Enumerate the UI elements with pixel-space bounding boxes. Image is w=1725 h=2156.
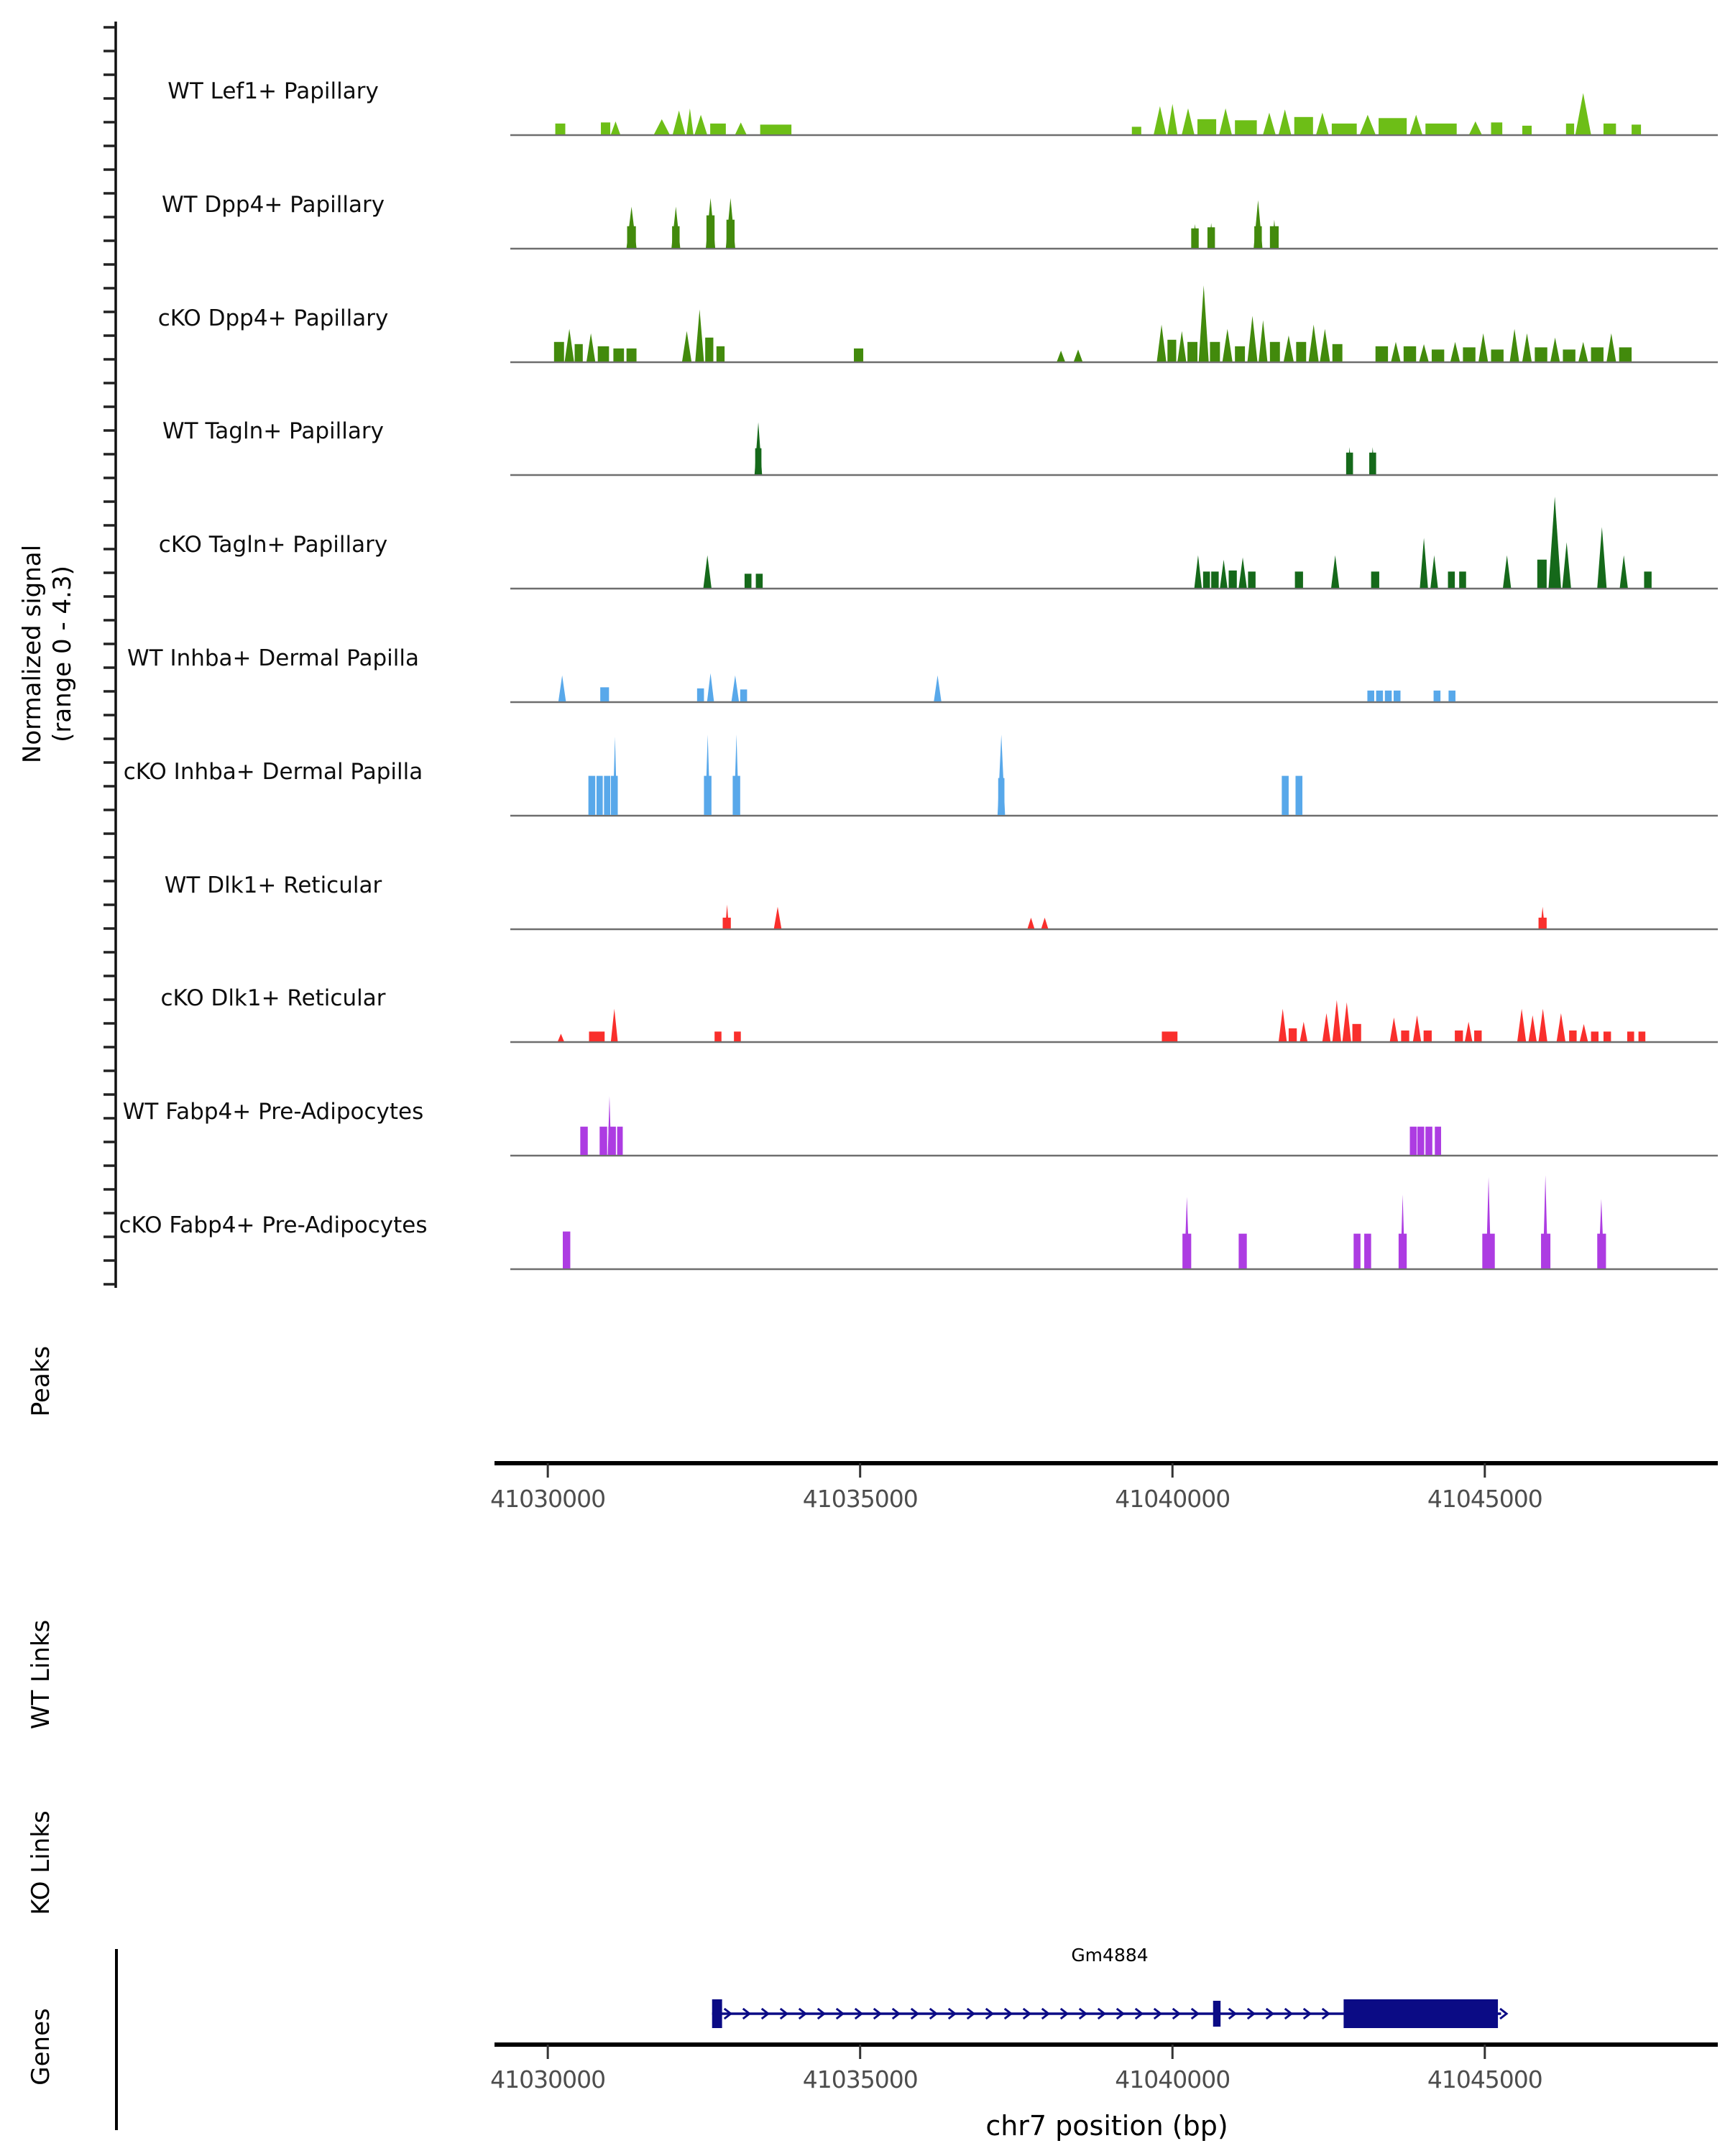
signal-peak bbox=[673, 111, 685, 134]
y-axis-label-line1: Normalized signal bbox=[18, 544, 47, 764]
signal-peak bbox=[1385, 691, 1392, 701]
signal-peak bbox=[1535, 347, 1547, 361]
track-label: cKO Fabp4+ Pre-Adipocytes bbox=[119, 1212, 428, 1238]
signal-peak bbox=[611, 121, 620, 134]
signal-peak bbox=[1197, 119, 1216, 134]
signal-peak bbox=[1364, 1234, 1371, 1268]
track-label: WT Lef1+ Papillary bbox=[167, 78, 379, 104]
signal-peak bbox=[1295, 572, 1303, 589]
signal-peak bbox=[710, 124, 726, 134]
signal-peak bbox=[1557, 1013, 1565, 1041]
y-axis-label-line2: (range 0 - 4.3) bbox=[48, 566, 77, 742]
signal-peak bbox=[1424, 1031, 1432, 1041]
signal-peak bbox=[1254, 200, 1262, 248]
genes-bracket-line bbox=[115, 1949, 118, 2130]
signal-peak bbox=[1353, 1024, 1361, 1041]
track-label: cKO Dlk1+ Reticular bbox=[160, 985, 386, 1012]
signal-peak bbox=[1491, 122, 1503, 134]
signal-peak bbox=[604, 775, 610, 814]
signal-peak bbox=[1238, 558, 1246, 588]
signal-peak bbox=[705, 337, 713, 361]
signal-peak bbox=[714, 1032, 722, 1042]
signal-peak bbox=[734, 734, 739, 815]
signal-peak bbox=[1548, 497, 1560, 588]
signal-peak bbox=[1522, 126, 1532, 134]
signal-peak bbox=[1279, 109, 1291, 134]
signal-peak bbox=[1474, 1031, 1481, 1041]
signal-peak bbox=[1379, 118, 1407, 134]
signal-peak bbox=[1057, 350, 1064, 361]
signal-peak bbox=[1543, 1175, 1548, 1268]
gene-name-label: Gm4884 bbox=[1071, 1945, 1149, 1966]
signal-peak bbox=[1157, 324, 1167, 361]
signal-peak bbox=[735, 122, 747, 134]
track-label: WT Dlk1+ Reticular bbox=[164, 872, 382, 898]
signal-peak bbox=[1463, 347, 1475, 361]
track-signal bbox=[510, 250, 1718, 364]
signal-peak bbox=[1390, 1018, 1398, 1041]
track-signal bbox=[510, 476, 1718, 590]
signal-peak bbox=[1529, 1015, 1537, 1041]
peaks-axis bbox=[494, 1459, 1725, 1483]
signal-peak bbox=[695, 309, 704, 361]
section-label-genes: Genes bbox=[27, 2008, 55, 2086]
x-axis-tick-label: 41040000 bbox=[1115, 2065, 1230, 2093]
signal-peak bbox=[1210, 341, 1220, 361]
signal-peak bbox=[600, 687, 609, 701]
signal-peak bbox=[1619, 347, 1632, 361]
signal-peak bbox=[1238, 1234, 1246, 1268]
track-signal bbox=[510, 590, 1718, 704]
signal-peak bbox=[1420, 538, 1427, 589]
track-label: WT Tagln+ Papillary bbox=[162, 418, 384, 445]
signal-peak bbox=[1167, 104, 1177, 134]
signal-peak bbox=[1448, 691, 1455, 701]
x-axis-tick-label: 41030000 bbox=[490, 2065, 606, 2093]
track-label: WT Dpp4+ Papillary bbox=[161, 191, 385, 218]
signal-peak bbox=[1435, 1127, 1441, 1155]
signal-peak bbox=[1187, 341, 1197, 361]
signal-peak bbox=[563, 1232, 570, 1268]
signal-peak bbox=[1591, 347, 1604, 361]
signal-peak bbox=[745, 574, 752, 589]
signal-peak bbox=[682, 331, 691, 361]
track-signal bbox=[510, 1044, 1718, 1157]
signal-peak bbox=[1417, 1127, 1425, 1155]
signal-peak bbox=[1503, 556, 1511, 588]
signal-peak bbox=[1259, 320, 1267, 361]
signal-peak bbox=[1486, 1177, 1491, 1268]
signal-peak bbox=[1248, 572, 1255, 589]
signal-peak bbox=[1563, 349, 1575, 361]
signal-peak bbox=[1331, 556, 1339, 588]
track-label: cKO Inhba+ Dermal Papilla bbox=[123, 758, 423, 785]
signal-peak bbox=[1184, 1197, 1190, 1268]
signal-peak bbox=[998, 734, 1005, 815]
signal-peak bbox=[1550, 337, 1560, 361]
track-label: WT Inhba+ Dermal Papilla bbox=[127, 645, 419, 671]
track-signal bbox=[510, 817, 1718, 931]
signal-peak bbox=[1296, 341, 1306, 361]
signal-peak bbox=[1360, 115, 1376, 134]
track-label: cKO Dpp4+ Papillary bbox=[157, 305, 389, 331]
signal-peak bbox=[774, 906, 781, 928]
signal-peak bbox=[1632, 124, 1641, 134]
signal-peak bbox=[1394, 691, 1401, 701]
signal-peak bbox=[1537, 560, 1547, 588]
signal-peak bbox=[1203, 572, 1210, 589]
signal-peak bbox=[704, 556, 712, 588]
signal-peak bbox=[1434, 691, 1441, 701]
signal-peak bbox=[601, 122, 610, 134]
signal-peak bbox=[934, 676, 941, 701]
gene-exon bbox=[1213, 2001, 1220, 2027]
section-label-peaks: Peaks bbox=[27, 1345, 55, 1417]
signal-peak bbox=[1469, 121, 1481, 134]
signal-peak bbox=[1522, 333, 1532, 361]
signal-peak bbox=[1517, 1009, 1526, 1041]
x-axis-tick-label: 41035000 bbox=[802, 1485, 918, 1513]
signal-peak bbox=[1235, 120, 1256, 134]
track-signal bbox=[510, 23, 1718, 137]
signal-peak bbox=[1333, 344, 1343, 361]
signal-peak bbox=[1219, 109, 1231, 134]
signal-peak bbox=[1578, 341, 1588, 361]
signal-peak bbox=[1041, 917, 1049, 928]
signal-peak bbox=[1627, 1032, 1634, 1042]
signal-peak bbox=[589, 1032, 605, 1042]
signal-peak bbox=[1162, 1032, 1177, 1042]
signal-peak bbox=[558, 1034, 564, 1042]
signal-peak bbox=[1563, 543, 1571, 588]
signal-peak bbox=[1510, 328, 1519, 361]
signal-peak bbox=[756, 574, 763, 589]
signal-peak bbox=[707, 673, 714, 701]
signal-peak bbox=[732, 676, 739, 701]
signal-peak bbox=[1539, 1009, 1547, 1041]
signal-peak bbox=[1177, 331, 1186, 361]
signal-peak bbox=[1367, 691, 1374, 701]
signal-peak bbox=[611, 1009, 618, 1041]
track-signal bbox=[510, 137, 1718, 250]
signal-peak bbox=[1295, 775, 1302, 814]
signal-peak bbox=[1401, 1031, 1409, 1041]
signal-peak bbox=[1154, 106, 1166, 134]
signal-peak bbox=[613, 348, 624, 361]
signal-peak bbox=[734, 1032, 741, 1042]
strand-arrow-icon bbox=[1500, 2009, 1506, 2019]
signal-peak bbox=[1294, 117, 1313, 134]
x-axis-tick-label: 41035000 bbox=[802, 2065, 918, 2093]
gene-axis bbox=[494, 2040, 1725, 2065]
signal-peak bbox=[558, 676, 566, 701]
signal-peak bbox=[1425, 124, 1456, 134]
signal-peak bbox=[1410, 115, 1422, 134]
signal-peak bbox=[1432, 349, 1444, 361]
signal-peak bbox=[1182, 109, 1194, 134]
signal-peak bbox=[1425, 1127, 1432, 1155]
signal-peak bbox=[1263, 113, 1275, 134]
signal-peak bbox=[554, 341, 564, 361]
signal-peak bbox=[627, 348, 637, 361]
signal-peak bbox=[1566, 124, 1574, 134]
signal-peak bbox=[717, 346, 724, 361]
signal-peak bbox=[1223, 328, 1233, 361]
signal-peak bbox=[1410, 1127, 1417, 1155]
signal-peak bbox=[1279, 1009, 1287, 1041]
signal-peak bbox=[1376, 691, 1384, 701]
x-axis-title: chr7 position (bp) bbox=[985, 2110, 1228, 2142]
x-axis-tick-label: 41040000 bbox=[1115, 1485, 1230, 1513]
signal-peak bbox=[589, 775, 596, 814]
gene-exon bbox=[1343, 1999, 1498, 2028]
signal-peak bbox=[565, 328, 574, 361]
track-signal bbox=[510, 363, 1718, 476]
signal-peak bbox=[1282, 775, 1289, 814]
signal-peak bbox=[1591, 1032, 1598, 1042]
signal-peak bbox=[1465, 1022, 1472, 1041]
signal-peak bbox=[1309, 324, 1319, 361]
signal-peak bbox=[1028, 917, 1035, 928]
signal-peak bbox=[1371, 572, 1379, 589]
signal-peak bbox=[1413, 1015, 1421, 1041]
signal-peak bbox=[1132, 126, 1141, 134]
signal-peak bbox=[1300, 1022, 1307, 1041]
signal-peak bbox=[580, 1127, 587, 1155]
signal-peak bbox=[1576, 93, 1591, 134]
signal-peak bbox=[694, 115, 707, 134]
signal-peak bbox=[1606, 333, 1616, 361]
x-axis-tick-label: 41030000 bbox=[490, 1485, 606, 1513]
track-signal bbox=[510, 1157, 1718, 1271]
signal-peak bbox=[740, 689, 748, 701]
signal-peak bbox=[1195, 556, 1202, 588]
signal-peak bbox=[608, 1127, 615, 1155]
signal-peak bbox=[1332, 124, 1357, 134]
signal-peak bbox=[1491, 349, 1504, 361]
signal-peak bbox=[1376, 346, 1388, 361]
signal-peak bbox=[1284, 335, 1294, 361]
section-label-wt-links: WT Links bbox=[27, 1619, 55, 1730]
signal-peak bbox=[1316, 113, 1328, 134]
signal-peak bbox=[1333, 1000, 1341, 1041]
section-label-ko-links: KO Links bbox=[27, 1810, 55, 1915]
signal-peak bbox=[1353, 1234, 1361, 1268]
signal-peak bbox=[760, 124, 791, 134]
signal-peak bbox=[1199, 285, 1209, 361]
signal-peak bbox=[1322, 1013, 1330, 1041]
signal-peak bbox=[1430, 556, 1438, 588]
signal-peak bbox=[1420, 344, 1429, 361]
gene-model bbox=[510, 1940, 1718, 2048]
signal-peak bbox=[575, 344, 583, 361]
signal-peak bbox=[598, 346, 610, 361]
signal-peak bbox=[1211, 572, 1218, 589]
signal-peak bbox=[1455, 1031, 1463, 1041]
signal-peak bbox=[1459, 572, 1466, 589]
signal-peak bbox=[556, 124, 566, 134]
signal-peak bbox=[697, 688, 704, 701]
track-signal bbox=[510, 930, 1718, 1044]
signal-peak bbox=[1478, 333, 1488, 361]
signal-peak bbox=[1320, 328, 1330, 361]
y-axis-label bbox=[17, 402, 78, 906]
signal-peak bbox=[705, 734, 710, 815]
signal-peak bbox=[1270, 341, 1280, 361]
signal-peak bbox=[686, 109, 694, 134]
signal-peak bbox=[1074, 349, 1082, 361]
track-label: cKO Tagln+ Papillary bbox=[158, 532, 388, 558]
track-label: WT Fabp4+ Pre-Adipocytes bbox=[122, 1099, 424, 1125]
signal-peak bbox=[1620, 556, 1628, 588]
signal-peak bbox=[1450, 341, 1460, 361]
signal-peak bbox=[654, 119, 670, 134]
track-signal bbox=[510, 704, 1718, 817]
signal-peak bbox=[1597, 528, 1606, 589]
signal-peak bbox=[1639, 1032, 1646, 1042]
signal-peak bbox=[1604, 1032, 1611, 1042]
signal-peak bbox=[599, 1127, 607, 1155]
signal-peak bbox=[617, 1127, 623, 1155]
signal-peak bbox=[597, 775, 603, 814]
signal-peak bbox=[1220, 560, 1227, 588]
signal-peak bbox=[1404, 346, 1416, 361]
signal-peak bbox=[1248, 315, 1258, 361]
signal-peak bbox=[1167, 339, 1176, 361]
signal-peak bbox=[1391, 341, 1400, 361]
signal-peak bbox=[586, 333, 595, 361]
signal-peak bbox=[725, 904, 729, 928]
signal-peak bbox=[1400, 1194, 1404, 1268]
signal-peak bbox=[1569, 1031, 1576, 1041]
signal-peak bbox=[1228, 571, 1236, 588]
x-axis-tick-label: 41045000 bbox=[1427, 1485, 1542, 1513]
signal-peak bbox=[1580, 1024, 1588, 1041]
signal-peak bbox=[1448, 572, 1455, 589]
signal-peak bbox=[1644, 572, 1651, 589]
signal-peak bbox=[1604, 124, 1616, 134]
signal-peak bbox=[1289, 1028, 1297, 1041]
signal-peak bbox=[1343, 1003, 1351, 1041]
x-axis-tick-label: 41045000 bbox=[1427, 2065, 1542, 2093]
signal-peak bbox=[1235, 346, 1245, 361]
signal-peak bbox=[854, 348, 863, 361]
gene-exon bbox=[712, 1999, 722, 2028]
